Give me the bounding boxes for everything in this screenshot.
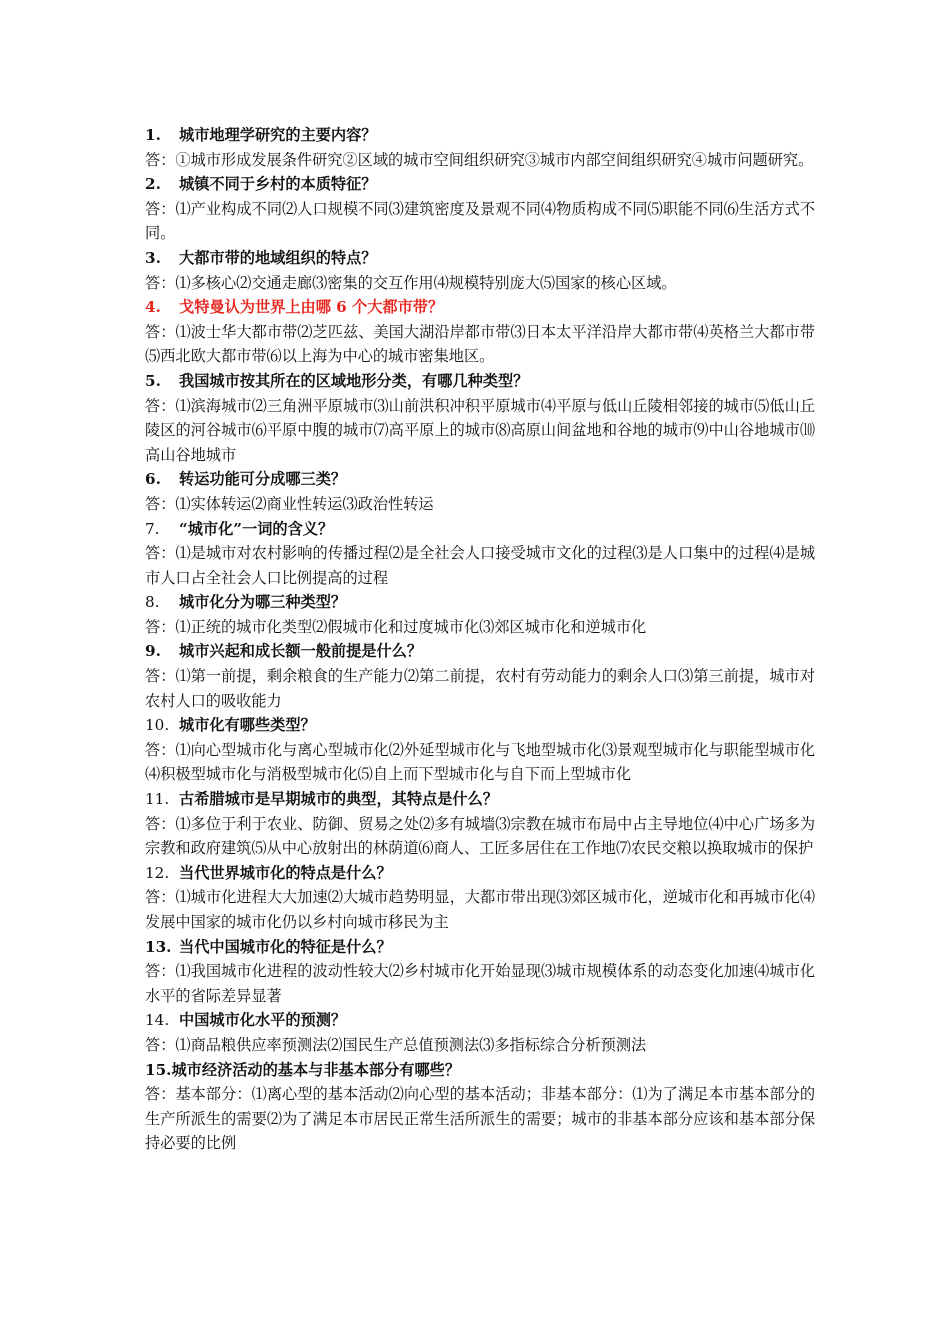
question-text: 戈特曼认为世界上由哪 6 个大都市带？: [179, 298, 444, 317]
question-number: 12.: [145, 863, 170, 882]
question-number: 15.: [145, 1060, 172, 1079]
question-number: 13.: [145, 937, 172, 956]
question-heading: [145, 369, 815, 394]
question-heading: [145, 517, 815, 542]
qa-item-14: [145, 1008, 815, 1057]
question-text: 大都市带的地域组织的特点？: [179, 248, 377, 267]
question-number: 2.: [145, 175, 161, 194]
question-text: 我国城市按其所在的区域地形分类，有哪几种类型？: [179, 371, 529, 390]
qa-item-8: [145, 590, 815, 639]
qa-item-5: [145, 369, 815, 467]
qa-item-6: [145, 467, 815, 516]
question-number: 5.: [145, 371, 161, 390]
question-number: 4.: [145, 298, 161, 317]
qa-item-12: [145, 861, 815, 935]
question-heading: [145, 1058, 815, 1083]
question-text: 转运功能可分成哪三类？: [179, 470, 347, 489]
question-text: 城市经济活动的基本与非基本部分有哪些？: [171, 1060, 460, 1079]
answer-text: 答：⑴城市化进程大大加速⑵大城市趋势明显，大都市带出现⑶郊区城市化，逆城市化和再城市化⑷发展中国家的城市化仍以乡村向城市移民为主: [145, 888, 815, 931]
qa-item-2: [145, 172, 815, 246]
question-text: 城镇不同于乡村的本质特征？: [179, 175, 377, 194]
question-heading: [145, 246, 815, 271]
question-heading: [145, 1008, 815, 1033]
question-number: 11.: [145, 790, 170, 809]
answer-text: 答：基本部分：⑴离心型的基本活动⑵向心型的基本活动；非基本部分：⑴为了满足本市基本部分的生产所派生的需要⑵为了满足本市居民正常生活所派生的需要；城市的非基本部分应该和基本部分保持必要的比例: [145, 1085, 815, 1153]
question-number: 1.: [145, 126, 161, 144]
qa-item-7: [145, 517, 815, 591]
qa-item-9: [145, 639, 815, 713]
answer-text: 答：⑴正统的城市化类型⑵假城市化和过度城市化⑶郊区城市化和逆城市化: [145, 617, 647, 636]
qa-item-13: [145, 935, 815, 1009]
question-text: 当代世界城市化的特点是什么？: [179, 863, 392, 882]
question-number: 9.: [145, 642, 161, 661]
answer-text: 答：⑴商品粮供应率预测法⑵国民生产总值预测法⑶多指标综合分析预测法: [145, 1035, 647, 1054]
answer-text: 答：①城市形成发展条件研究②区域的城市空间组织研究③城市内部空间组织研究④城市问题研究。: [145, 150, 814, 169]
question-heading: [145, 172, 815, 197]
question-number: 7.: [145, 519, 160, 538]
answer-text: 答：⑴向心型城市化与离心型城市化⑵外延型城市化与飞地型城市化⑶景观型城市化与职能型城市化⑷积极型城市化与消极型城市化⑸自上而下型城市化与自下而上型城市化: [145, 740, 815, 784]
question-number: 10.: [145, 716, 170, 735]
answer-text: 答：⑴是城市对农村影响的传播过程⑵是全社会人口接受城市文化的过程⑶是人口集中的过程⑷是城市人口占全社会人口比例提高的过程: [145, 544, 815, 587]
qa-list: [145, 123, 815, 1156]
question-number: 6.: [145, 470, 161, 489]
answer-text: 答：⑴波士华大都市带⑵芝匹兹、美国大湖沿岸都市带⑶日本太平洋沿岸大都市带⑷英格兰大都市带⑸西北欧大都市带⑹以上海为中心的城市密集地区。: [145, 322, 815, 366]
answer-text: 答：⑴产业构成不同⑵人口规模不同⑶建筑密度及景观不同⑷物质构成不同⑸职能不同⑹生活方式不同。: [145, 199, 815, 243]
question-heading: [145, 590, 815, 615]
qa-item-3: [145, 246, 815, 295]
question-text: 当代中国城市化的特征是什么？: [179, 937, 392, 956]
question-text: “城市化”一词的含义？: [179, 519, 334, 538]
question-heading-highlighted: [145, 295, 815, 320]
question-number: 14.: [145, 1011, 170, 1030]
qa-item-1: [145, 123, 815, 172]
question-text: 城市化分为哪三种类型？: [179, 593, 347, 612]
question-text: 城市兴起和成长额一般前提是什么？: [179, 642, 422, 661]
question-heading: [145, 935, 815, 960]
question-number: 3.: [145, 248, 161, 267]
question-text: 城市地理学研究的主要内容？: [179, 126, 377, 144]
answer-text: 答：⑴滨海城市⑵三角洲平原城市⑶山前洪积冲积平原城市⑷平原与低山丘陵相邻接的城市⑸低山丘陵区的河谷城市⑹平原中腹的城市⑺高平原上的城市⑻高原山间盆地和谷地的城市⑼中山谷地城市⑽高山谷地城市: [145, 396, 815, 464]
answer-text: 答：⑴第一前提，剩余粮食的生产能力⑵第二前提，农村有劳动能力的剩余人口⑶第三前提，城市对农村人口的吸收能力: [145, 667, 815, 710]
answer-text: 答：⑴多核心⑵交通走廊⑶密集的交互作用⑷规模特别庞大⑸国家的核心区域。: [145, 273, 677, 292]
question-text: 城市化有哪些类型？: [179, 716, 316, 735]
answer-text: 答：⑴我国城市化进程的波动性较大⑵乡村城市化开始显现⑶城市规模体系的动态变化加速⑷城市化水平的省际差异显著: [145, 962, 815, 1005]
question-heading: [145, 861, 815, 886]
question-number: 8.: [145, 593, 160, 612]
question-heading: [145, 713, 815, 738]
qa-item-4: [145, 295, 815, 369]
question-text: 古希腊城市是早期城市的典型，其特点是什么？: [179, 790, 498, 809]
answer-text: 答：⑴多位于利于农业、防御、贸易之处⑵多有城墙⑶宗教在城市布局中占主导地位⑷中心广场多为宗教和政府建筑⑸从中心放射出的林荫道⑹商人、工匠多居住在工作地⑺农民交粮以换取城市的保护: [145, 814, 815, 858]
qa-item-11: [145, 787, 815, 861]
qa-item-10: [145, 713, 815, 787]
answer-text: 答：⑴实体转运⑵商业性转运⑶政治性转运: [145, 494, 434, 513]
question-heading: [145, 123, 815, 148]
question-text: 中国城市化水平的预测？: [179, 1011, 347, 1030]
question-heading: [145, 639, 815, 664]
qa-item-15: [145, 1058, 815, 1156]
question-heading: [145, 467, 815, 492]
question-heading: [145, 787, 815, 812]
